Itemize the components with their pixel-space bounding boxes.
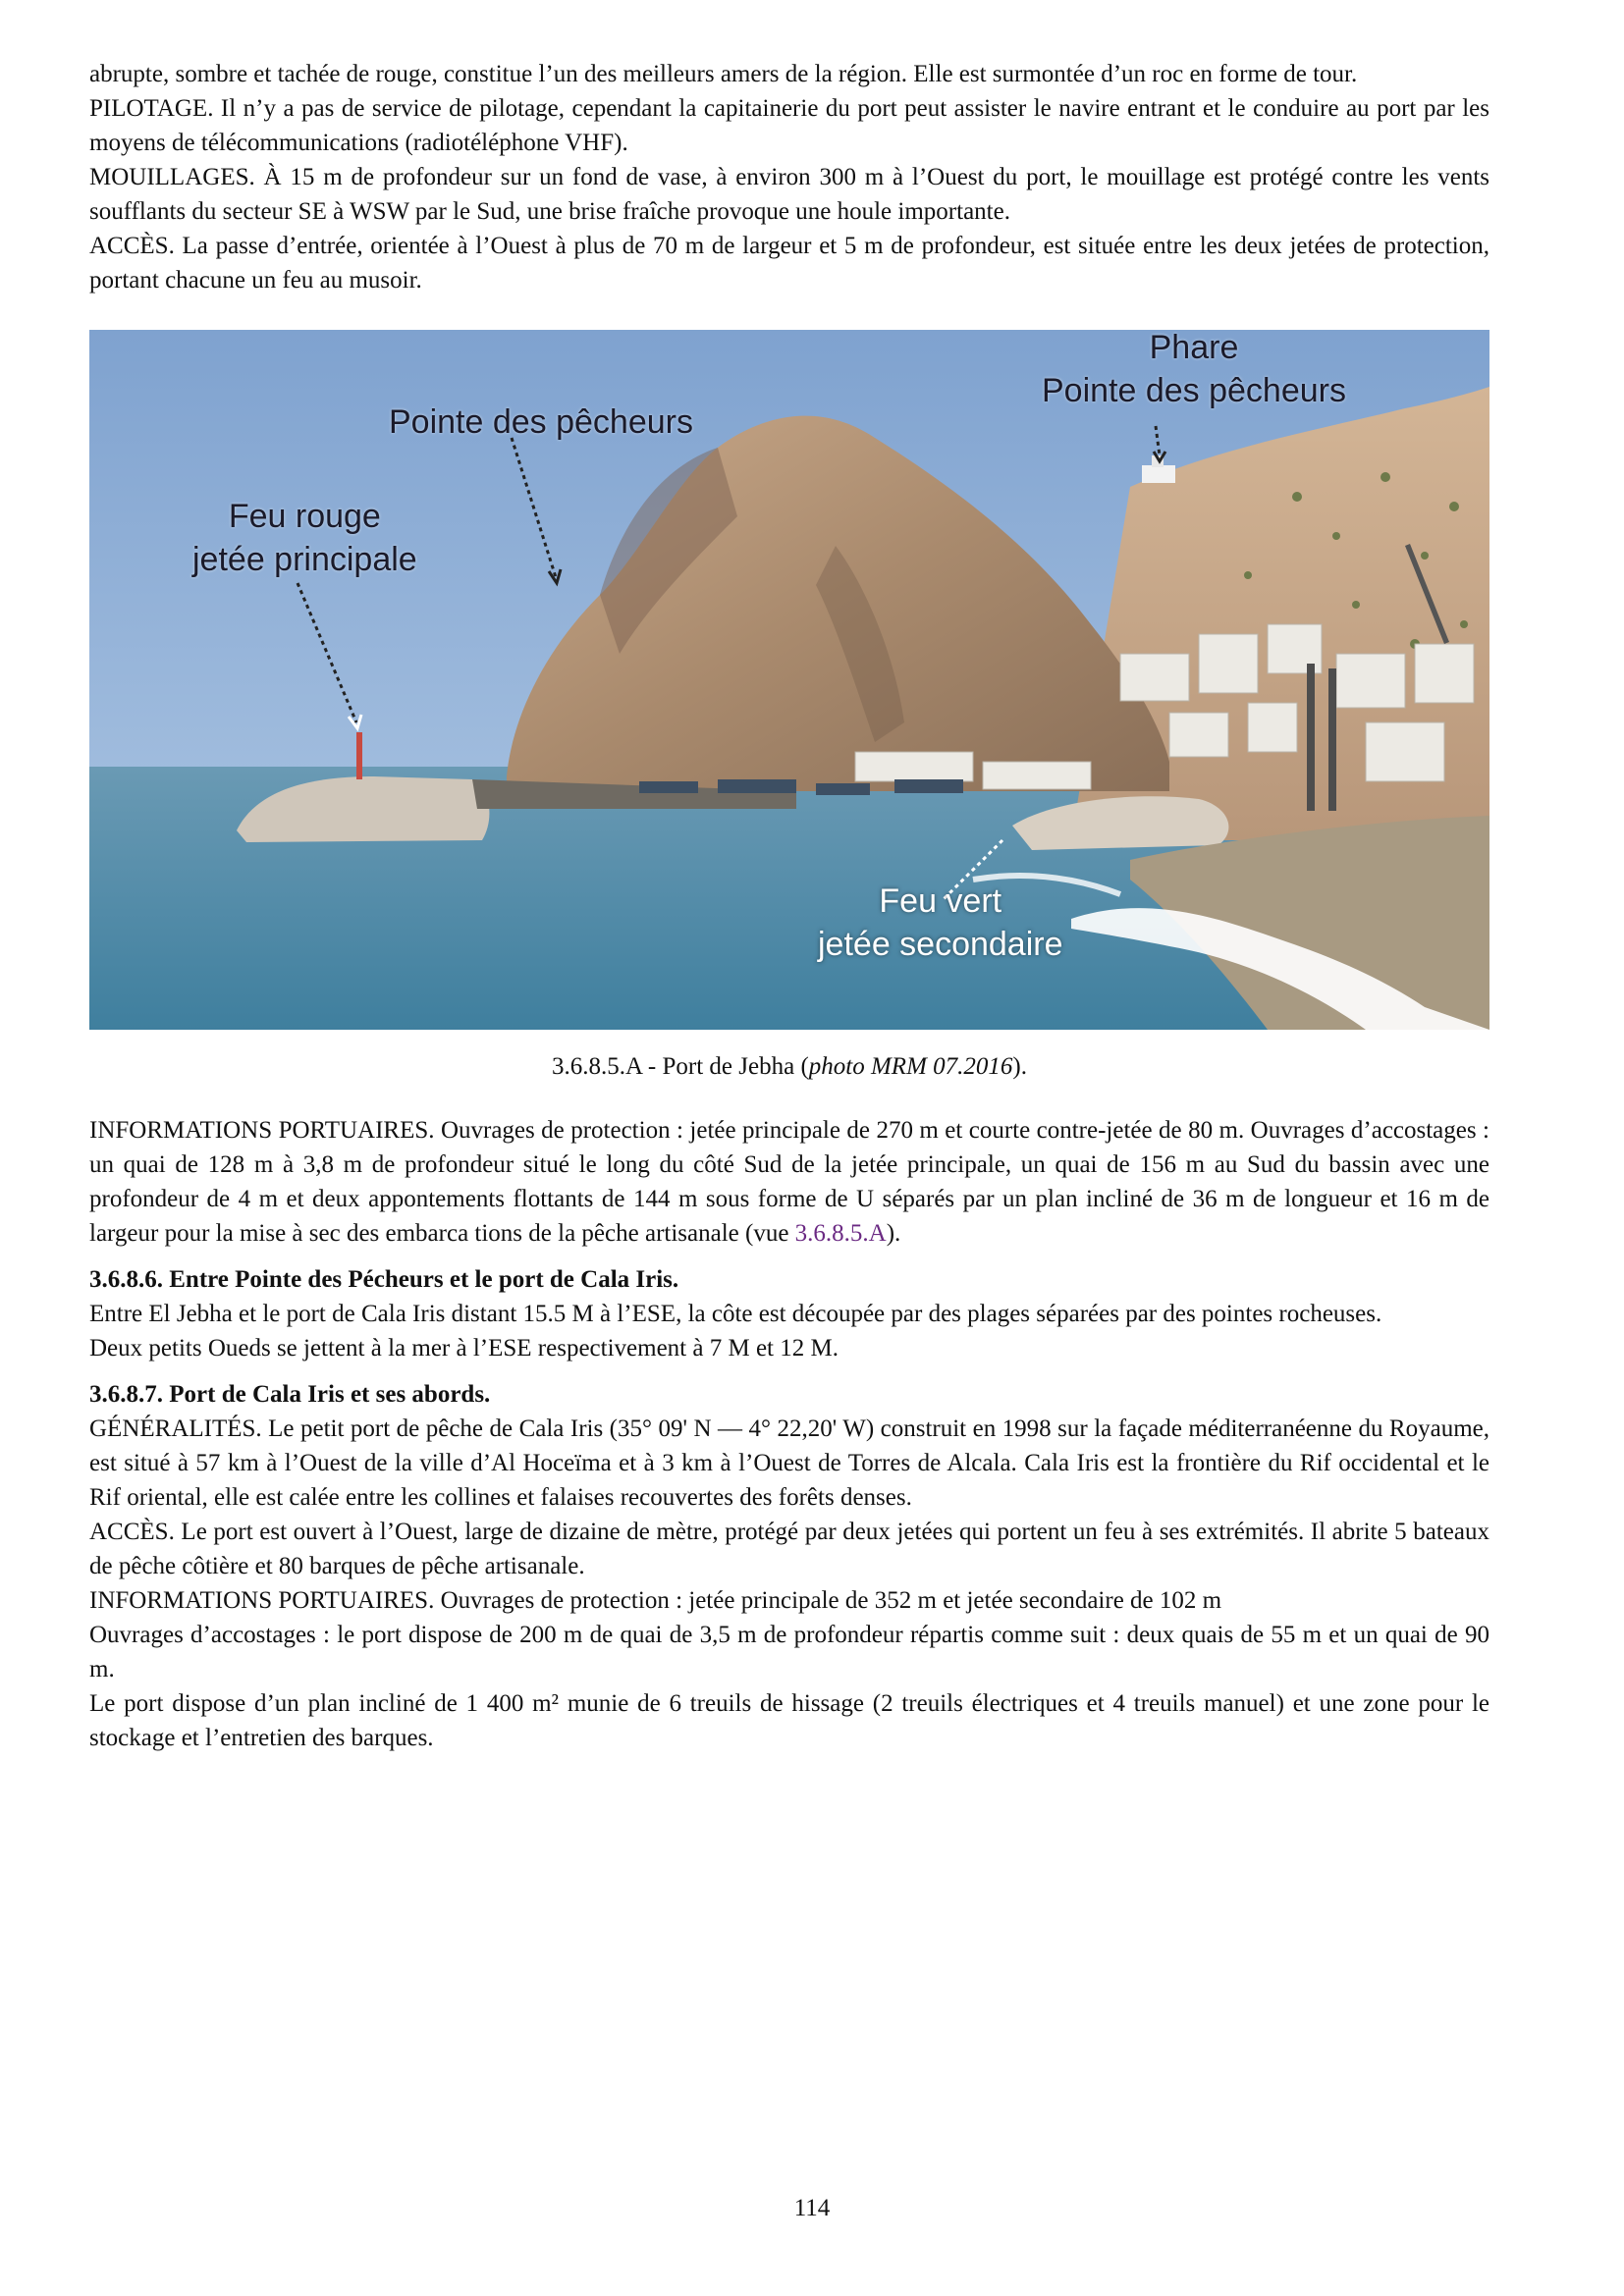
paragraph-info-cala-iris: INFORMATIONS PORTUAIRES. Ouvrages de protection : jetée principale de 352 m et jetée secondaire de 102 m <box>89 1587 1222 1614</box>
paragraph-plan-incline: Le port dispose d’un plan incliné de 1 400 m² munie de 6 treuils de hissage (2 treuils électriques et 4 treuils manuel) et une zone pour le stockage et l’entretien des barques. <box>89 1690 1489 1751</box>
annotation-feu-vert-line1: Feu vert <box>879 882 1002 920</box>
port-photo <box>89 330 1489 1030</box>
paragraph-acces-cala-iris: ACCÈS. Le port est ouvert à l’Ouest, large de dizaine de mètre, protégé par deux jetées qui portent un feu à ses extrémités. Il abrite 5 bateaux de pêche côtière et 80 barques de pêche artisanale. <box>89 1519 1489 1579</box>
paragraph-intro: abrupte, sombre et tachée de rouge, constitue l’un des meilleurs amers de la région. Elle est surmontée d’un roc en forme de tour. <box>89 61 1358 87</box>
info-portuaires-end: ). <box>886 1220 901 1247</box>
paragraph-3686-1: Entre El Jebha et le port de Cala Iris distant 15.5 M à l’ESE, la côte est découpée par des plages séparées par des pointes rocheuses. <box>89 1301 1382 1327</box>
paragraph-accostages-cala-iris: Ouvrages d’accostages : le port dispose de 200 m de quai de 3,5 m de profondeur répartis comme suit : deux quais de 55 m et un quai de 90 m. <box>89 1622 1489 1682</box>
section-heading-3686: 3.6.8.6. Entre Pointe des Pécheurs et le port de Cala Iris. <box>89 1266 679 1293</box>
annotation-phare-line1: Phare <box>1149 329 1239 366</box>
caption-italic: photo MRM 07.2016 <box>808 1053 1013 1080</box>
annotation-feu-rouge <box>192 495 417 581</box>
caption-main: 3.6.8.5.A - Port de Jebha ( <box>552 1053 809 1080</box>
annotation-feu-rouge-line2: jetée principale <box>192 541 417 578</box>
page-number: 114 <box>793 2195 831 2221</box>
annotation-pointe-line: Pointe des pêcheurs <box>389 403 693 441</box>
paragraph-info-portuaires <box>89 1113 1489 1251</box>
info-portuaires-text: INFORMATIONS PORTUAIRES. Ouvrages de protection : jetée principale de 270 m et courte contre-jetée de 80 m. Ouvrages d’accostages : un quai de 128 m à 3,8 m de profondeur situé le long du côté Sud de la jetée principale, un quai de 156 m au Sud du bassin avec une profondeur de 4 m et deux appontements flottants de 144 m sous forme de U séparés par un plan incliné de 36 m de longueur et 16 m de largeur pour la mise à sec des embarca tions de la pêche artisanale (vue <box>89 1117 1489 1247</box>
annotation-feu-vert-line2: jetée secondaire <box>818 926 1063 963</box>
annotation-feu-vert <box>818 880 1063 966</box>
paragraph-acces: ACCÈS. La passe d’entrée, orientée à l’Ouest à plus de 70 m de largeur et 5 m de profondeur, est située entre les deux jetées de protection, portant chacune un feu au musoir. <box>89 233 1489 294</box>
paragraph-generalites: GÉNÉRALITÉS. Le petit port de pêche de Cala Iris (35° 09' N — 4° 22,20' W) construit en 1998 sur la façade méditerranéenne du Royaume, est situé à 57 km à l’Ouest de la ville d’Al Hoceïma et à 3 km à l’Ouest de Torres de Alcala. Cala Iris est la frontière du Rif occidental et le Rif oriental, elle est calée entre les collines et falaises recouvertes des forêts denses. <box>89 1415 1489 1511</box>
figure-caption <box>89 1049 1489 1084</box>
figure-xref-link[interactable]: 3.6.8.5.A <box>794 1220 887 1247</box>
caption-end: ). <box>1012 1053 1027 1080</box>
paragraph-pilotage: PILOTAGE. Il n’y a pas de service de pilotage, cependant la capitainerie du port peut assister le navire entrant et le conduire au port par les moyens de télécommunications (radiotéléphone VHF). <box>89 95 1489 156</box>
paragraph-mouillages: MOUILLAGES. À 15 m de profondeur sur un fond de vase, à environ 300 m à l’Ouest du port, le mouillage est protégé contre les vents soufflants du secteur SE à WSW par le Sud, une brise fraîche provoque une houle importante. <box>89 164 1489 225</box>
annotation-phare-line2: Pointe des pêcheurs <box>1042 372 1346 409</box>
port-photo-illustration <box>89 330 1489 1030</box>
section-heading-3687: 3.6.8.7. Port de Cala Iris et ses abords. <box>89 1381 491 1408</box>
annotation-feu-rouge-line1: Feu rouge <box>228 498 381 535</box>
page-body <box>89 57 1489 1755</box>
annotation-pointe-pecheurs <box>389 400 693 444</box>
paragraph-3686-2: Deux petits Oueds se jettent à la mer à l’ESE respectivement à 7 M et 12 M. <box>89 1335 839 1362</box>
annotation-phare <box>1042 326 1346 412</box>
